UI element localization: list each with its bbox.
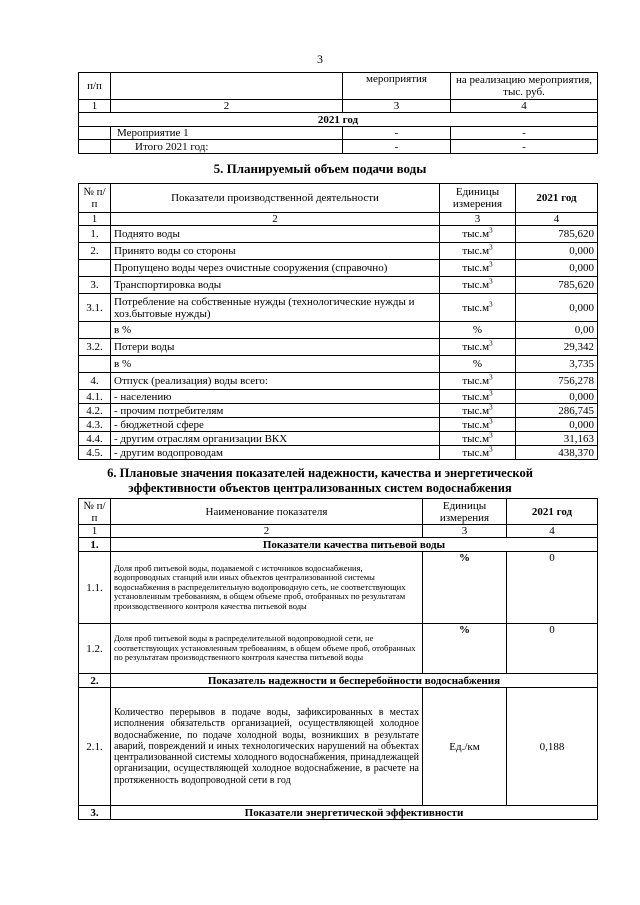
group-row: [79, 674, 598, 688]
row-unit: %: [440, 322, 516, 339]
row-unit: $тыс.м^3$: [440, 243, 516, 260]
table-row: [79, 260, 598, 277]
row-name: - прочим потребителям: [111, 404, 440, 418]
table-row: [79, 552, 598, 624]
row-name: Принято воды со стороны: [111, 243, 440, 260]
group-row: [79, 538, 598, 552]
row-num: 1.2.: [79, 624, 111, 674]
table-row: [79, 390, 598, 404]
row-unit: %: [440, 356, 516, 373]
row-num: 4.2.: [79, 404, 111, 418]
table-row: [79, 373, 598, 390]
row-value: 0,00: [516, 322, 598, 339]
row-num: [79, 260, 111, 277]
table-row: [79, 339, 598, 356]
section-5-title: 5. Планируемый объем подачи воды: [213, 161, 427, 176]
row-num: 4.4.: [79, 432, 111, 446]
water-supply-table: [78, 183, 598, 460]
row-value: 0,000: [516, 260, 598, 277]
header-num: № п/п: [79, 499, 111, 525]
table-row: [79, 243, 598, 260]
row-num: 4.1.: [79, 390, 111, 404]
row-value: 0: [507, 552, 598, 624]
col-number: 2: [111, 525, 423, 538]
header-name: Наименование показателя: [111, 499, 423, 525]
col-number: 3: [440, 213, 516, 226]
measures-table: [78, 72, 598, 154]
row-unit: $тыс.м^3$: [440, 260, 516, 277]
row-name: - населению: [111, 390, 440, 404]
cell: -: [343, 127, 451, 140]
table-row: [79, 294, 598, 322]
row-num: 3.2.: [79, 339, 111, 356]
row-name: Итого 2021 год:: [111, 140, 343, 154]
row-value: 3,735: [516, 356, 598, 373]
row-num: 4.3.: [79, 418, 111, 432]
table-row: [79, 404, 598, 418]
col-number: 1: [79, 100, 111, 113]
group-num: 1.: [79, 538, 111, 552]
table-row: [79, 356, 598, 373]
header-unit: Единицы измерения: [440, 184, 516, 213]
table-row: [79, 127, 598, 140]
row-unit: %: [423, 552, 507, 624]
row-value: 0: [507, 624, 598, 674]
header-num: № п/п: [79, 184, 111, 213]
row-name: Потребление на собственные нужды (технологические нужды и хоз.бытовые нужды): [111, 294, 440, 322]
row-num: 1.: [79, 226, 111, 243]
row-value: 756,278: [516, 373, 598, 390]
row-name: в %: [111, 356, 440, 373]
header-year: 2021 год: [516, 184, 598, 213]
year-row: 2021 год: [79, 113, 598, 127]
col-number: 4: [451, 100, 598, 113]
group-num: 2.: [79, 674, 111, 688]
col-number: 3: [423, 525, 507, 538]
cell: -: [343, 140, 451, 154]
row-unit: Ед./км: [423, 688, 507, 806]
row-name: Поднято воды: [111, 226, 440, 243]
row-value: 785,620: [516, 226, 598, 243]
row-value: 0,000: [516, 294, 598, 322]
table-row: [79, 432, 598, 446]
page-number: 3: [317, 52, 323, 66]
row-num: 4.5.: [79, 446, 111, 460]
table-row: [79, 688, 598, 806]
section-6-title-line2: эффективности объектов централизованных систем водоснабжения: [128, 481, 512, 495]
header-unit: Единицы измерения: [423, 499, 507, 525]
row-unit: $тыс.м^3$: [440, 432, 516, 446]
row-value: 785,620: [516, 277, 598, 294]
row-num: 1.1.: [79, 552, 111, 624]
row-text: Доля проб питьевой воды в распределительной водопроводной сети, не соответствующих установленным требованиям, в общем объеме проб, отобранных по результатам производственного контроля качества питьевой воды: [111, 624, 423, 674]
row-value: 0,000: [516, 243, 598, 260]
table-row: [79, 277, 598, 294]
header-year: 2021 год: [507, 499, 598, 525]
row-value: 0,000: [516, 418, 598, 432]
table-row: [79, 446, 598, 460]
table-row: [79, 418, 598, 432]
row-unit: $тыс.м^3$: [440, 277, 516, 294]
row-num: 4.: [79, 373, 111, 390]
row-unit: $тыс.м^3$: [440, 226, 516, 243]
header-measures: мероприятия: [343, 73, 451, 100]
row-value: 0,188: [507, 688, 598, 806]
row-unit: $тыс.м^3$: [440, 339, 516, 356]
table-row: [79, 322, 598, 339]
col-number: 3: [343, 100, 451, 113]
row-value: 29,342: [516, 339, 598, 356]
row-name: Мероприятие 1: [111, 127, 343, 140]
section-6-title-line1: 6. Плановые значения показателей надежности, качества и энергетической: [107, 466, 533, 480]
row-unit: $тыс.м^3$: [440, 418, 516, 432]
col-number: 2: [111, 213, 440, 226]
header-cost: на реализацию мероприятия, тыс. руб.: [451, 73, 598, 100]
row-unit: $тыс.м^3$: [440, 404, 516, 418]
row-unit: $тыс.м^3$: [440, 390, 516, 404]
row-name: Отпуск (реализация) воды всего:: [111, 373, 440, 390]
row-name: - другим отраслям организации ВКХ: [111, 432, 440, 446]
table-row: [79, 624, 598, 674]
header-name: [111, 73, 343, 100]
row-num: 2.1.: [79, 688, 111, 806]
row-num: 3.1.: [79, 294, 111, 322]
col-number: 4: [516, 213, 598, 226]
row-text: Количество перерывов в подаче воды, зафиксированных в местах исполнения обязательств организацией, осуществляющей холодное водоснабжение, по подаче холодной воды, возникших в результате аварий, повреждений и иных технологических нарушений на объектах централизованной системы холодного водоснабжения, принадлежащей организации, осуществляющей холодное водоснабжение, в расчете на протяженность водопроводной сети в год: [111, 688, 423, 806]
row-num: [79, 356, 111, 373]
row-name: Транспортировка воды: [111, 277, 440, 294]
row-unit: $тыс.м^3$: [440, 446, 516, 460]
row-value: 0,000: [516, 390, 598, 404]
row-num: [79, 322, 111, 339]
col-number: 1: [79, 213, 111, 226]
row-value: 286,745: [516, 404, 598, 418]
row-unit: $тыс.м^3$: [440, 373, 516, 390]
row-name: - бюджетной сфере: [111, 418, 440, 432]
row-unit: $тыс.м^3$: [440, 294, 516, 322]
group-row: [79, 806, 598, 820]
row-name: в %: [111, 322, 440, 339]
row-unit: %: [423, 624, 507, 674]
header-num: п/п: [79, 73, 111, 100]
group-title: Показатели качества питьевой воды: [111, 538, 598, 552]
cell: -: [451, 140, 598, 154]
col-number: 1: [79, 525, 111, 538]
row-name: Пропущено воды через очистные сооружения (справочно): [111, 260, 440, 277]
row-name: Потери воды: [111, 339, 440, 356]
section-6-title: [0, 466, 640, 496]
group-title: Показатель надежности и бесперебойности водоснабжения: [111, 674, 598, 688]
table-row: [79, 226, 598, 243]
row-num: 3.: [79, 277, 111, 294]
indicators-table: [78, 498, 598, 820]
cell: -: [451, 127, 598, 140]
row-value: 438,370: [516, 446, 598, 460]
table-row: [79, 140, 598, 154]
row-name: - другим водопроводам: [111, 446, 440, 460]
col-number: 4: [507, 525, 598, 538]
row-text: Доля проб питьевой воды, подаваемой с источников водоснабжения, водопроводных станций или иных объектов централизованной системы водоснабжения в распределительную водопроводную сеть, не соответствующих установленным требованиям, в общем объеме проб, отобранных по результатам производственного контроля качества питьевой воды: [111, 552, 423, 624]
group-num: 3.: [79, 806, 111, 820]
row-num: 2.: [79, 243, 111, 260]
col-number: 2: [111, 100, 343, 113]
header-name: Показатели производственной деятельности: [111, 184, 440, 213]
row-value: 31,163: [516, 432, 598, 446]
group-title: Показатели энергетической эффективности: [111, 806, 598, 820]
